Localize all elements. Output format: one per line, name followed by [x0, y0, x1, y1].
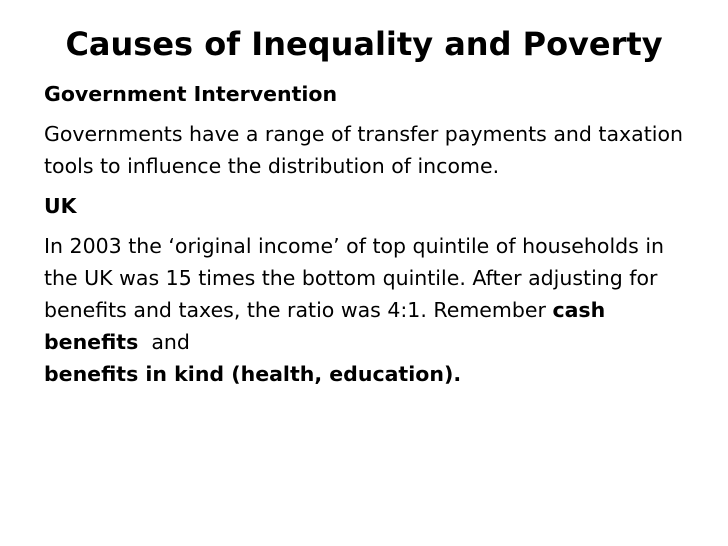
region-label: UK — [44, 194, 77, 218]
subheading: Government Intervention — [44, 82, 338, 106]
intro-paragraph: Governments have a range of transfer payments and taxation tools to influence the distribution of income. — [44, 122, 683, 178]
statistics-paragraph — [44, 230, 704, 390]
slide-title: Causes of Inequality and Poverty — [65, 25, 663, 63]
benefits-in-kind-emphasis: benefits in kind (health, education) — [44, 362, 454, 386]
statistics-text: In 2003 the ‘original income’ of top quintile of households in the UK was 15 times the bottom quintile. After adjusting for benefits and taxes, the ratio was 4:1. Remember — [44, 234, 665, 322]
connector-text: and — [138, 330, 197, 354]
slide-body — [44, 78, 704, 398]
closing-punctuation: . — [453, 362, 462, 386]
cash-benefits-emphasis: cash benefits — [44, 298, 606, 354]
